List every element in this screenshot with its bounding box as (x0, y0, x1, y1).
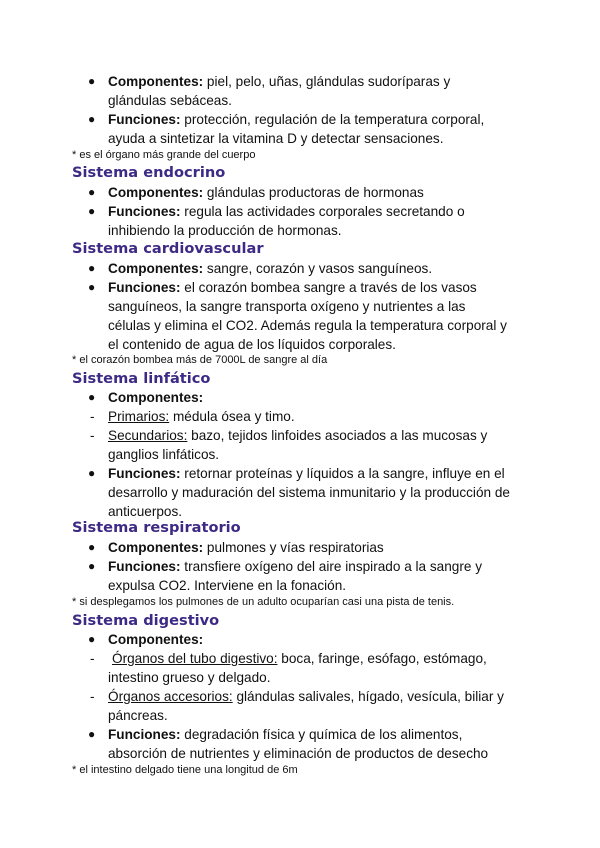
list-item-continuation: el contenido de agua de los líquidos corporales. (108, 337, 396, 352)
list-item (108, 110, 484, 129)
section-heading-respiratorio: Sistema respiratorio (72, 519, 241, 536)
list-item (108, 557, 482, 576)
item-label: Funciones: (108, 204, 181, 219)
item-label: Funciones: (108, 727, 181, 742)
item-text: boca, faringe, esófago, estómago, (277, 651, 487, 666)
item-label: Órganos accesorios: (108, 689, 233, 704)
bullet-icon: ● (88, 466, 96, 480)
section-heading-digestivo: Sistema digestivo (72, 612, 220, 629)
item-label: Funciones: (108, 466, 181, 481)
list-item (108, 725, 462, 744)
section-heading-linfatico: Sistema linfático (72, 370, 211, 387)
sub-list-item (108, 687, 504, 706)
item-text: bazo, tejidos linfoides asociados a las mucosas y (187, 428, 488, 443)
list-item-continuation: glándulas sebáceas. (108, 93, 232, 108)
footnote: * el corazón bombea más de 7000L de sangre al día (72, 354, 328, 366)
sub-list-item (112, 649, 487, 668)
item-text: protección, regulación de la temperatura corporal, (180, 112, 485, 127)
item-label: Órganos del tubo digestivo: (112, 651, 278, 666)
list-item-continuation: ayuda a sintetizar la vitamina D y detectar sensaciones. (108, 131, 444, 146)
item-text: transfiere oxígeno del aire inspirado a la sangre y (180, 559, 483, 574)
list-item-continuation: intestino grueso y delgado. (108, 670, 271, 685)
item-label: Secundarios: (108, 428, 188, 443)
item-text: retornar proteínas y líquidos a la sangre, influye en el (180, 466, 505, 481)
item-text: glándulas productoras de hormonas (203, 185, 424, 200)
list-item (108, 388, 203, 407)
sub-list-item (108, 426, 487, 445)
list-item-continuation: inhibiendo la producción de hormonas. (108, 223, 342, 238)
list-item-continuation: absorción de nutrientes y eliminación de productos de desecho (108, 746, 489, 761)
section-heading-endocrino: Sistema endocrino (72, 164, 226, 181)
bullet-icon: ● (88, 559, 96, 573)
bullet-icon: ● (88, 540, 96, 554)
bullet-icon: ● (88, 185, 96, 199)
dash-icon: - (90, 689, 95, 704)
item-label: Componentes: (108, 185, 204, 200)
sub-list-item (108, 407, 295, 426)
list-item (108, 72, 450, 91)
item-text: degradación física y química de los alimentos, (180, 727, 463, 742)
item-label: Componentes: (108, 261, 204, 276)
bullet-icon: ● (88, 280, 96, 294)
item-label: Funciones: (108, 280, 181, 295)
list-item (108, 630, 203, 649)
bullet-icon: ● (88, 261, 96, 275)
bullet-icon: ● (88, 112, 96, 126)
list-item-continuation: desarrollo y maduración del sistema inmunitario y la producción de (108, 485, 510, 500)
list-item-continuation: expulsa CO2. Interviene en la fonación. (108, 578, 347, 593)
bullet-icon: ● (88, 204, 96, 218)
item-label: Primarios: (108, 409, 170, 424)
item-label: Componentes: (108, 540, 204, 555)
section-heading-cardiovascular: Sistema cardiovascular (72, 240, 264, 257)
dash-icon: - (90, 651, 95, 666)
bullet-icon: ● (88, 74, 96, 88)
list-item (108, 464, 505, 483)
item-label: Componentes: (108, 390, 204, 405)
bullet-icon: ● (88, 632, 96, 646)
footnote: * es el órgano más grande del cuerpo (72, 149, 256, 161)
list-item-continuation: sanguíneos, la sangre transporta oxígeno y nutrientes a las (108, 299, 466, 314)
item-text: piel, pelo, uñas, glándulas sudoríparas y (203, 74, 451, 89)
bullet-icon: ● (88, 390, 96, 404)
item-label: Componentes: (108, 74, 204, 89)
item-text: regula las actividades corporales secretando o (180, 204, 465, 219)
item-label: Componentes: (108, 632, 204, 647)
list-item (108, 183, 424, 202)
item-label: Funciones: (108, 112, 181, 127)
footnote: * el intestino delgado tiene una longitud de 6m (72, 764, 298, 776)
dash-icon: - (90, 428, 95, 443)
item-text: glándulas salivales, hígado, vesícula, biliar y (232, 689, 504, 704)
list-item-continuation: células y elimina el CO2. Además regula la temperatura corporal y (108, 318, 507, 333)
list-item (108, 259, 432, 278)
list-item (108, 278, 477, 297)
item-text: pulmones y vías respiratorias (203, 540, 384, 555)
footnote: * si desplegamos los pulmones de un adulto ocuparían casi una pista de tenis. (72, 596, 455, 608)
item-label: Funciones: (108, 559, 181, 574)
list-item (108, 202, 465, 221)
list-item-continuation: páncreas. (108, 708, 168, 723)
item-text: sangre, corazón y vasos sanguíneos. (203, 261, 433, 276)
list-item-continuation: anticuerpos. (108, 504, 183, 519)
item-text: el corazón bombea sangre a través de los vasos (180, 280, 477, 295)
list-item-continuation: ganglios linfáticos. (108, 447, 220, 462)
dash-icon: - (90, 409, 95, 424)
list-item (108, 538, 384, 557)
bullet-icon: ● (88, 727, 96, 741)
item-text: médula ósea y timo. (169, 409, 295, 424)
